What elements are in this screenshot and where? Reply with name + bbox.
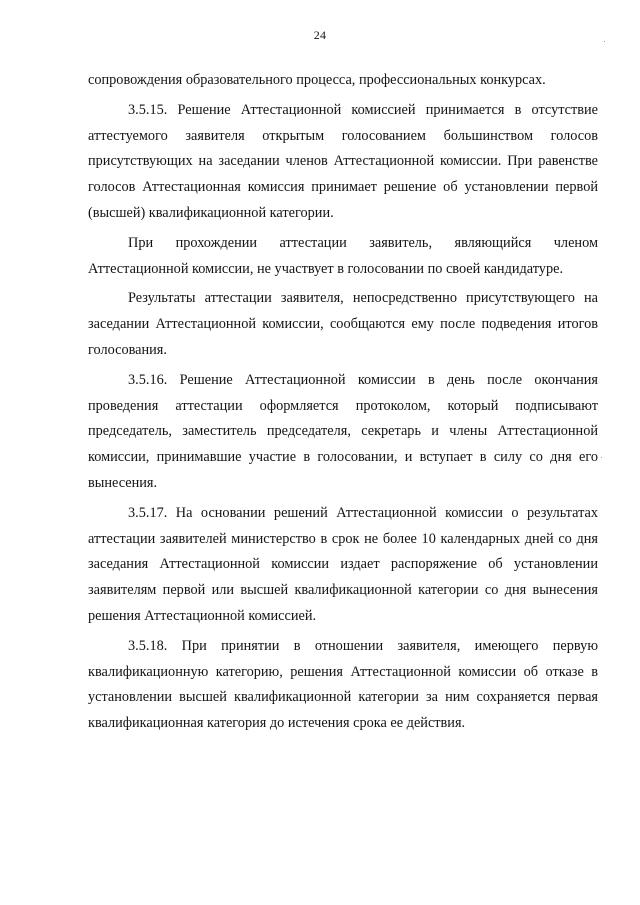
paragraph-3-5-15: 3.5.15. Решение Аттестационной комиссией принимается в отсутствие аттестуемого заявителя открытым голосованием большинством голосов присутствующих на заседании членов Аттестационной комиссии. При равенстве голосов Аттестационная комиссия принимает решение об установлении первой (высшей) квалификационной категории. — [88, 101, 598, 221]
paragraph-3-5-16: 3.5.16. Решение Аттестационной комиссии в день после окончания проведения аттестации оформляется протоколом, который подписывают председатель, заместитель председателя, секретарь и члены Аттестационной комиссии, принимавшие участие в голосовании, и вступает в силу со дня его вынесения. — [88, 371, 598, 491]
paragraph-member-voting: При прохождении аттестации заявитель, являющийся членом Аттестационной комиссии, не участвует в голосовании по своей кандидатуре. — [88, 234, 598, 277]
paragraph-continuation: сопровождения образовательного процесса, профессиональных конкурсах. — [88, 72, 546, 88]
scan-speck — [601, 457, 602, 458]
scan-speck — [604, 41, 605, 42]
paragraph-3-5-18: 3.5.18. При принятии в отношении заявителя, имеющего первую квалификационную категорию, решения Аттестационной комиссии об отказе в установлении высшей квалификационной категории за ним сохраняется первая квалификационная категория до истечения срока ее действия. — [88, 637, 598, 732]
paragraph-results: Результаты аттестации заявителя, непосредственно присутствующего на заседании Аттестационной комиссии, сообщаются ему после подведения итогов голосования. — [88, 290, 598, 358]
paragraph-3-5-17: 3.5.17. На основании решений Аттестационной комиссии о результатах аттестации заявителей министерство в срок не более 10 календарных дней со дня заседания Аттестационной комиссии издает распоряжение об установлении заявителям первой или высшей квалификационной категории со дня вынесения решения Аттестационной комиссией. — [88, 504, 598, 624]
document-body — [88, 68, 598, 741]
page-number: 24 — [313, 28, 327, 42]
